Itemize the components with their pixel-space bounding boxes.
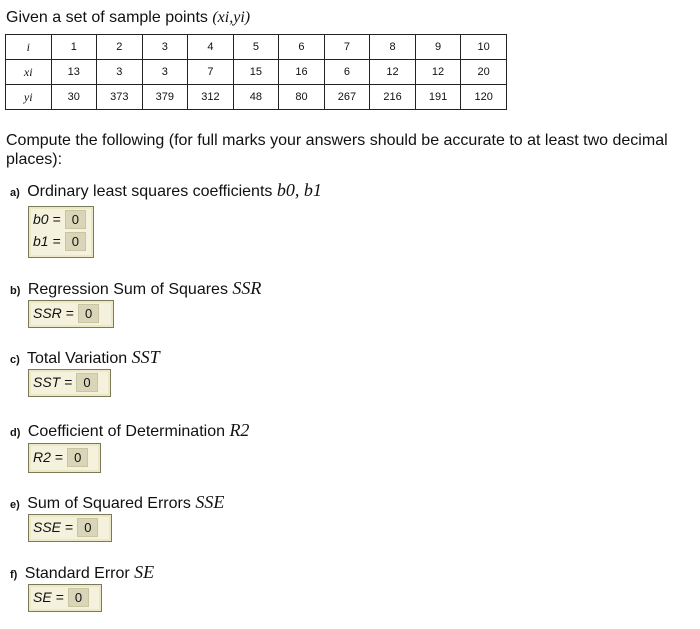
equals-sign: = (52, 233, 61, 249)
table-cell: 120 (461, 85, 507, 110)
table-cell: 8 (370, 35, 416, 60)
instructions-text: Compute the following (for full marks your answers should be accurate to at least two decimal places): (6, 132, 668, 168)
table-row-x (6, 60, 507, 85)
part-d-heading (10, 420, 249, 441)
se-label: SE (33, 589, 52, 605)
answer-box-se (28, 584, 102, 612)
sse-input[interactable]: 0 (77, 518, 98, 537)
table-cell: 7 (188, 60, 234, 85)
answer-row-b0 (33, 210, 86, 230)
equals-sign: = (54, 449, 64, 465)
answer-box-sst (28, 369, 111, 397)
part-f-heading (10, 562, 154, 583)
answer-box-ssr (28, 300, 114, 328)
sample-points-table (5, 34, 507, 110)
part-e-symbol: SSE (195, 492, 225, 512)
table-cell: 16 (279, 60, 325, 85)
table-cell: 2 (97, 35, 143, 60)
sse-label: SSE (33, 519, 62, 535)
answer-box-sse (28, 514, 112, 542)
part-a-letter: a) (10, 187, 20, 199)
table-row-y (6, 85, 507, 110)
part-a-symbol: b0, b1 (276, 180, 322, 200)
table-row-i (6, 35, 507, 60)
r2-label: R2 (33, 449, 51, 465)
part-b-heading (10, 278, 261, 299)
part-e-heading (10, 492, 224, 513)
table-cell: 7 (324, 35, 370, 60)
table-cell: 12 (370, 60, 416, 85)
part-c-heading (10, 347, 160, 368)
equals-sign: = (65, 519, 74, 535)
problem-intro (6, 9, 250, 27)
row-header-y: yi (6, 85, 52, 110)
answer-row-ssr (33, 304, 99, 324)
equals-sign: = (64, 374, 73, 390)
table-cell: 267 (324, 85, 370, 110)
table-cell: 9 (415, 35, 461, 60)
equals-sign: = (65, 305, 74, 321)
part-f-text: Standard Error (24, 565, 130, 582)
table-cell: 1 (51, 35, 97, 60)
part-c-text: Total Variation (26, 350, 128, 367)
part-f-symbol: SE (134, 562, 155, 582)
b0-input[interactable]: 0 (65, 210, 86, 229)
intro-text: Given a set of sample points (6, 9, 208, 26)
equals-sign: = (55, 589, 64, 605)
part-d-letter: d) (10, 427, 21, 439)
part-b-symbol: SSR (232, 278, 262, 298)
table-cell: 10 (461, 35, 507, 60)
table-cell: 6 (279, 35, 325, 60)
part-a-heading (10, 180, 322, 201)
part-b-text: Regression Sum of Squares (27, 281, 228, 298)
equals-sign: = (52, 211, 61, 227)
part-c-letter: c) (10, 354, 20, 366)
ssr-input[interactable]: 0 (78, 304, 99, 323)
r2-input[interactable]: 0 (67, 448, 88, 467)
b1-label: b1 (33, 233, 49, 249)
b0-label: b0 (33, 211, 49, 227)
table-cell: 4 (188, 35, 234, 60)
table-cell: 20 (461, 60, 507, 85)
part-c-symbol: SST (131, 347, 160, 367)
sst-label: SST (33, 374, 61, 390)
table-cell: 379 (142, 85, 188, 110)
table-cell: 80 (279, 85, 325, 110)
answer-row-se (33, 588, 89, 608)
part-d-text: Coefficient of Determination (27, 423, 225, 440)
part-e-letter: e) (10, 499, 20, 511)
table-cell: 216 (370, 85, 416, 110)
intro-notation: (xi,yi) (212, 9, 251, 26)
table-cell: 3 (142, 60, 188, 85)
table-cell: 5 (233, 35, 279, 60)
answer-row-r2 (33, 448, 88, 468)
table-cell: 312 (188, 85, 234, 110)
answer-box-r2 (28, 443, 101, 473)
table-cell: 30 (51, 85, 97, 110)
b1-input[interactable]: 0 (65, 232, 86, 251)
table-cell: 48 (233, 85, 279, 110)
table-cell: 3 (97, 60, 143, 85)
table-cell: 15 (233, 60, 279, 85)
se-input[interactable]: 0 (68, 588, 89, 607)
table-cell: 12 (415, 60, 461, 85)
table-cell: 191 (415, 85, 461, 110)
table-cell: 3 (142, 35, 188, 60)
part-f-letter: f) (10, 569, 18, 581)
part-e-text: Sum of Squared Errors (27, 495, 191, 512)
sst-input[interactable]: 0 (76, 373, 97, 392)
answer-row-b1 (33, 232, 86, 252)
part-a-text: Ordinary least squares coefficients (27, 183, 273, 200)
ssr-label: SSR (33, 305, 62, 321)
part-d-symbol: R2 (229, 420, 250, 440)
answer-box-coefficients (28, 206, 94, 258)
part-b-letter: b) (10, 285, 21, 297)
table-cell: 6 (324, 60, 370, 85)
row-header-i: i (6, 35, 52, 60)
table-cell: 13 (51, 60, 97, 85)
table-cell: 373 (97, 85, 143, 110)
answer-row-sse (33, 518, 98, 538)
answer-row-sst (33, 373, 98, 393)
row-header-x: xi (6, 60, 52, 85)
